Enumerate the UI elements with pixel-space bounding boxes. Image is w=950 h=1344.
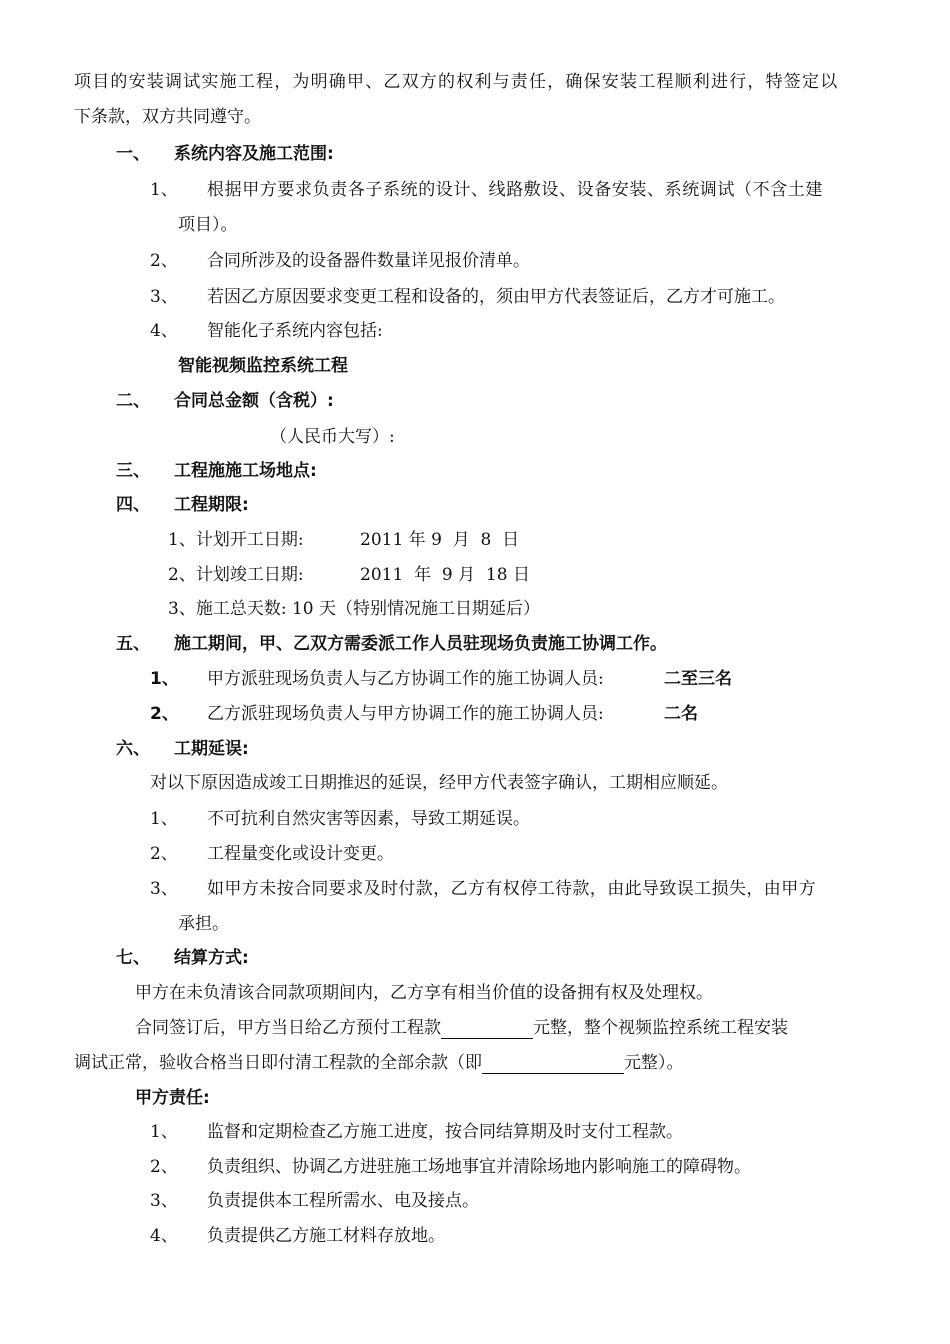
- rmb-capital-label: （人民币大写）:: [270, 427, 395, 447]
- s6-item-3-number: 3、: [150, 879, 178, 899]
- jia-item-4-text: 负责提供乙方施工材料存放地。: [207, 1226, 445, 1246]
- s7-balance-text: 调试正常，验收合格当日即付清工程款的全部余款（即: [74, 1053, 482, 1073]
- s1-item-3-number: 3、: [150, 287, 178, 307]
- s5-item-1-number: 1、: [150, 669, 179, 689]
- s6-item-2-text: 工程量变化或设计变更。: [207, 844, 394, 864]
- end-date-label: 2、计划竣工日期:: [168, 565, 304, 585]
- start-date-value: 2011 年 9 月 8 日: [360, 530, 520, 550]
- jia-item-2-number: 2、: [150, 1157, 178, 1177]
- s6-item-1-text: 不可抗利自然灾害等因素，导致工期延误。: [207, 809, 530, 829]
- section-3-title: 工程施施工场地点:: [174, 461, 317, 481]
- s5-item-1-value: 二至三名: [664, 669, 732, 689]
- section-6-title: 工期延误:: [174, 739, 249, 759]
- intro-line-1: 项目的安装调试实施工程，为明确甲、乙双方的权利与责任，确保安装工程顺利进行，特签定以: [74, 72, 839, 92]
- section-2-number: 二、: [116, 391, 150, 411]
- s7-paragraph-1: 甲方在未负清该合同款项期间内，乙方享有相当价值的设备拥有权及处理权。: [135, 983, 713, 1003]
- section-1-title: 系统内容及施工范围:: [174, 144, 334, 164]
- section-6-number: 六、: [116, 739, 150, 759]
- s7-balance-tail: 元整）。: [624, 1053, 684, 1073]
- end-date-value: 2011 年 9 月 18 日: [360, 565, 530, 585]
- s1-item-4-number: 4、: [150, 321, 178, 341]
- prepay-amount-blank[interactable]: [441, 1020, 533, 1039]
- s6-item-2-number: 2、: [150, 844, 178, 864]
- s1-item-1-continuation: 项目）。: [178, 215, 238, 235]
- s6-lead: 对以下原因造成竣工日期推迟的延误，经甲方代表签字确认，工期相应顺延。: [150, 773, 728, 793]
- s5-item-2-text: 乙方派驻现场负责人与甲方协调工作的施工协调人员:: [207, 704, 604, 724]
- jia-item-3-number: 3、: [150, 1191, 178, 1211]
- s1-item-3-text: 若因乙方原因要求变更工程和设备的，须由甲方代表签证后，乙方才可施工。: [207, 287, 785, 307]
- s1-item-2-number: 2、: [150, 251, 178, 271]
- intro-line-2: 下条款，双方共同遵守。: [74, 107, 261, 127]
- s7-paragraph-3: [74, 1052, 684, 1074]
- section-5-number: 五、: [116, 634, 150, 654]
- jia-item-3-text: 负责提供本工程所需水、电及接点。: [207, 1191, 479, 1211]
- jia-item-1-number: 1、: [150, 1122, 178, 1142]
- jia-item-4-number: 4、: [150, 1226, 178, 1246]
- s1-item-2-text: 合同所涉及的设备器件数量详见报价清单。: [207, 251, 530, 271]
- jia-item-1-text: 监督和定期检查乙方施工进度，按合同结算期及时支付工程款。: [207, 1122, 683, 1142]
- section-7-title: 结算方式:: [174, 948, 249, 968]
- section-1-number: 一、: [116, 144, 150, 164]
- section-7-number: 七、: [116, 948, 150, 968]
- section-2-title: 合同总金额（含税）:: [174, 391, 334, 411]
- s6-item-3-text: 如甲方未按合同要求及时付款，乙方有权停工待款，由此导致误工损失，由甲方: [207, 879, 816, 899]
- s1-item-4-text: 智能化子系统内容包括:: [207, 321, 383, 341]
- party-a-responsibilities-title: 甲方责任:: [135, 1088, 210, 1108]
- section-3-number: 三、: [116, 461, 150, 481]
- s7-paragraph-2: [135, 1017, 788, 1039]
- jia-item-2-text: 负责组织、协调乙方进驻施工场地事宜并清除场地内影响施工的障碍物。: [207, 1157, 751, 1177]
- s1-subsystem-name: 智能视频监控系统工程: [178, 356, 348, 376]
- section-4-title: 工程期限:: [174, 495, 249, 515]
- s7-prepay-tail: 元整，整个视频监控系统工程安装: [533, 1018, 788, 1038]
- section-5-title: 施工期间，甲、乙双方需委派工作人员驻现场负责施工协调工作。: [174, 634, 667, 654]
- s1-item-1-text: 根据甲方要求负责各子系统的设计、线路敷设、设备安装、系统调试（不含土建: [207, 180, 823, 200]
- s1-item-1-number: 1、: [150, 180, 178, 200]
- s6-item-3-continuation: 承担。: [178, 914, 229, 934]
- s5-item-1-text: 甲方派驻现场负责人与乙方协调工作的施工协调人员:: [207, 669, 604, 689]
- section-4-number: 四、: [116, 495, 150, 515]
- balance-amount-blank[interactable]: [482, 1055, 624, 1074]
- s7-prepay-text: 合同签订后，甲方当日给乙方预付工程款: [135, 1018, 441, 1038]
- s5-item-2-number: 2、: [150, 704, 179, 724]
- s5-item-2-value: 二名: [664, 704, 698, 724]
- start-date-label: 1、计划开工日期:: [168, 530, 304, 550]
- total-days: 3、施工总天数: 10 天（特别情况施工日期延后）: [168, 599, 540, 619]
- s6-item-1-number: 1、: [150, 809, 178, 829]
